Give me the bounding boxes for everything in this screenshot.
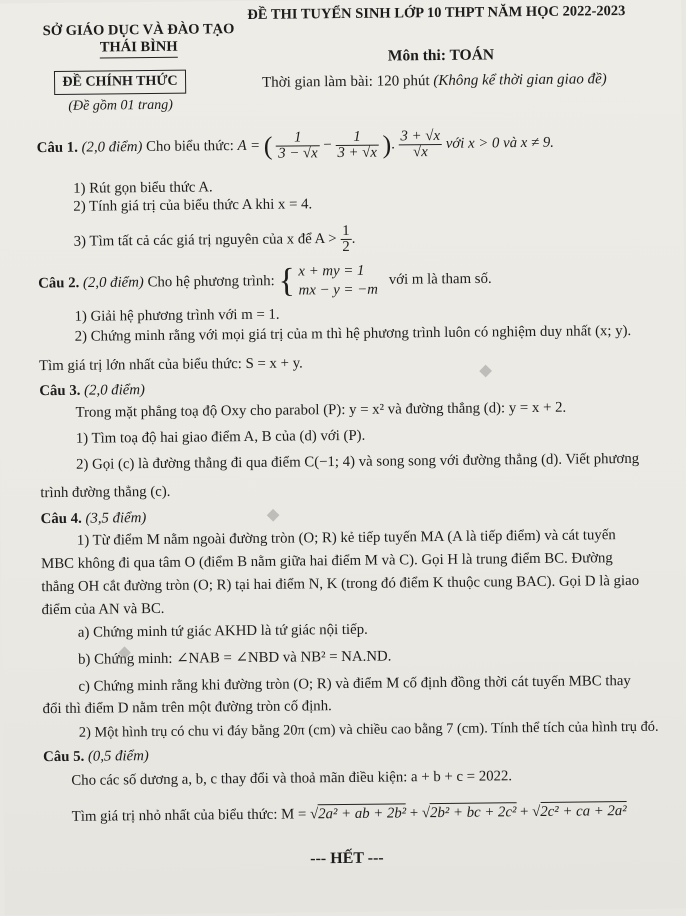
equation-system bbox=[298, 262, 378, 301]
equation-1: x + my = 1 bbox=[298, 262, 365, 280]
question-4-header bbox=[41, 510, 147, 528]
question-1-points: (2,0 điểm) bbox=[81, 138, 143, 156]
question-2-intro: Cho hệ phương trình: bbox=[147, 273, 275, 291]
radical-2: 2b² + bc + 2c² bbox=[429, 804, 517, 822]
exam-title: ĐỀ THI TUYỂN SINH LỚP 10 THPT NĂM HỌC 2022-2023 bbox=[247, 3, 626, 23]
question-4-line-2: MBC không đi qua tâm O (điểm B nằm giữa hai điểm M và C). Gọi H là trung điểm BC. Đường bbox=[41, 550, 613, 573]
question-2-part-1: 1) Giải hệ phương trình với m = 1. bbox=[74, 306, 280, 325]
question-1-part-2: 2) Tính giá trị của biểu thức A khi x = 4. bbox=[73, 196, 313, 215]
question-4-part-a: a) Chứng minh tứ giác AKHD là tứ giác nội tiếp. bbox=[77, 621, 368, 641]
question-5-line-2-text: Tìm giá trị nhỏ nhất của biểu thức: M = bbox=[71, 806, 307, 825]
question-4-part-c: c) Chứng minh rằng khi đường tròn (O; R) và điểm M cố định đồng thời cát tuyến MBC thay bbox=[78, 672, 631, 695]
question-3-intro: Trong mặt phẳng toạ độ Oxy cho parabol (P): y = x² và đường thẳng (d): y = x + 2. bbox=[75, 399, 567, 421]
fraction-2: $\frac{1}{3 + √x}$ bbox=[335, 130, 379, 161]
question-1-part-3-text: 3) Tìm tất cả các giá trị nguyên của x để A > bbox=[73, 230, 337, 250]
question-4-line-4: điểm của AN và BC. bbox=[41, 600, 165, 619]
question-4-line-1: 1) Từ điểm M nằm ngoài đường tròn (O; R) kẻ tiếp tuyến MA (A là tiếp điểm) và cát tuyến bbox=[76, 527, 616, 549]
question-4-part-c-cont: đổi thì điểm D nằm trên một đường tròn cố định. bbox=[42, 698, 332, 718]
equation-2: mx − y = −m bbox=[298, 281, 378, 299]
subject-title: Môn thi: TOÁN bbox=[387, 46, 495, 65]
fraction-one-half: $\frac{1}{2}$ bbox=[342, 222, 350, 255]
question-2-points: (2,0 điểm) bbox=[82, 274, 144, 292]
question-3-label: Câu 3. bbox=[39, 382, 81, 400]
question-4-points: (3,5 điểm) bbox=[85, 510, 147, 527]
page-count-note: (Đề gồm 01 trang) bbox=[68, 97, 174, 114]
end-marker: --- HẾT --- bbox=[310, 849, 384, 868]
department-block bbox=[23, 21, 253, 59]
question-2-condition: với m là tham số. bbox=[388, 270, 492, 288]
time-note: (Không kể thời gian giao đề) bbox=[433, 71, 607, 90]
question-4-label: Câu 4. bbox=[40, 510, 82, 528]
watermark-diamond-icon bbox=[267, 509, 280, 522]
province-name: THÁI BÌNH bbox=[100, 39, 178, 59]
question-5-line-2: Tìm giá trị nhỏ nhất của biểu thức: M = √2a² + ab + 2b² + √2b² + bc + 2c² + √2c² + ca + 2a² bbox=[71, 803, 627, 825]
department-name: SỞ GIÁO DỤC VÀ ĐÀO TẠO bbox=[42, 21, 235, 40]
radical-1: 2a² + ab + 2b² bbox=[318, 805, 407, 823]
question-1-stem: Câu 1. (2,0 điểm) Cho biểu thức: A = ( $\frac{1}{3 - √x}$ − $\frac{1}{3 + √x}$ ). $\frac{3 + √x}{√x}$ với x > 0 và x ≠ 9. bbox=[36, 127, 555, 162]
question-1-part-3: 3) Tìm tất cả các giá trị nguyên của x để A > $\frac{1}{2}$ . bbox=[73, 222, 356, 255]
question-4-part-b: b) Chứng minh: ∠NAB = ∠NBD và NB² = NA.ND. bbox=[78, 648, 392, 668]
watermark-diamond-icon bbox=[479, 365, 492, 378]
question-2-stem: Câu 2. (2,0 điểm) Cho hệ phương trình: { x + my = 1 mx − y = −m với m là tham số. bbox=[38, 262, 492, 300]
expression-a-lhs: A = bbox=[237, 137, 261, 154]
question-4-part-2: 2) Một hình trụ có chu vi đáy bằng 20π (cm) và chiều cao bằng 7 (cm). Tính thể tích của hình trụ đó. bbox=[78, 718, 659, 741]
question-5-header bbox=[43, 748, 149, 766]
question-1-part-1: 1) Rút gọn biểu thức A. bbox=[73, 179, 213, 197]
question-3-part-1: 1) Tìm toạ độ hai giao điểm A, B của (d) với (P). bbox=[75, 427, 366, 447]
question-2-label: Câu 2. bbox=[38, 275, 80, 292]
fraction-1: $\frac{1}{3 - √x}$ bbox=[276, 130, 320, 161]
question-1-label: Câu 1. bbox=[36, 139, 78, 157]
question-4-line-3: thẳng OH cắt đường tròn (O; R) tại hai điểm N, K (trong đó điểm K thuộc cung BAC). Gọi D là giao bbox=[41, 572, 640, 596]
question-5-line-1: Cho các số dương a, b, c thay đổi và thoả mãn điều kiện: a + b + c = 2022. bbox=[71, 768, 513, 789]
question-1-condition: với x > 0 và x ≠ 9. bbox=[445, 134, 555, 152]
question-5-points: (0,5 điểm) bbox=[87, 748, 149, 765]
question-5-label: Câu 5. bbox=[43, 748, 85, 766]
question-3-part-2-cont: trình đường thẳng (c). bbox=[40, 483, 171, 502]
radical-3: 2c² + ca + 2a² bbox=[540, 803, 627, 820]
time-text: Thời gian làm bài: 120 phút bbox=[262, 73, 430, 91]
time-info bbox=[262, 71, 607, 92]
fraction-3: $\frac{3 + √x}{√x}$ bbox=[398, 129, 442, 160]
question-3-points: (2,0 điểm) bbox=[84, 382, 146, 399]
question-3-part-2: 2) Gọi (c) là đường thẳng đi qua điểm C(−1; 4) và song song với đường thẳng (d). Viết phương bbox=[75, 450, 640, 473]
official-exam-box: ĐỀ CHÍNH THỨC bbox=[54, 70, 186, 95]
question-1-intro: Cho biểu thức: bbox=[146, 138, 234, 155]
question-2-part-2-cont: Tìm giá trị lớn nhất của biểu thức: S = x + y. bbox=[38, 355, 303, 375]
question-3-header bbox=[39, 382, 145, 400]
question-2-part-2: 2) Chứng minh rằng với mọi giá trị của m thì hệ phương trình luôn có nghiệm duy nhất (x; y). bbox=[74, 322, 632, 345]
